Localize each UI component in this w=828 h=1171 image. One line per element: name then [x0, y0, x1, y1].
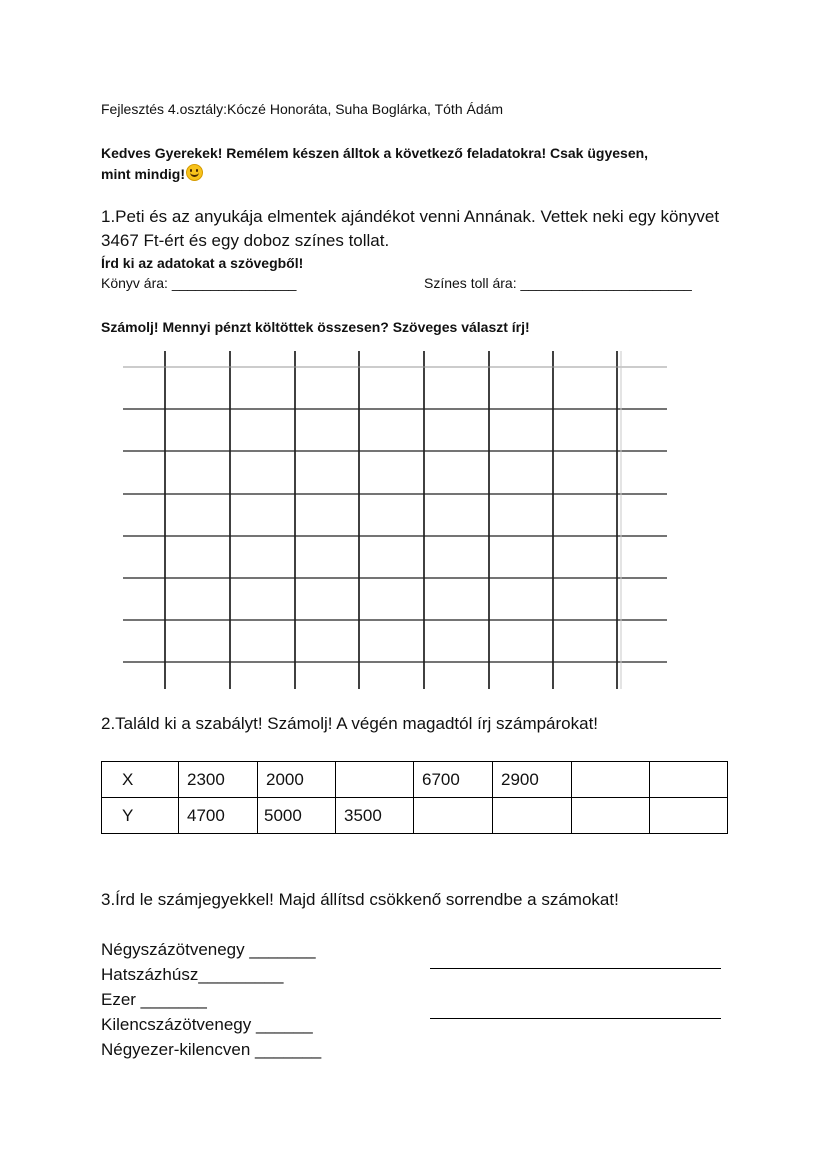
xy-rule-table — [101, 761, 728, 834]
task2-title: 2.Találd ki a szabályt! Számolj! A végén magadtól írj számpárokat! — [101, 714, 599, 733]
number-word-item-5[interactable]: Négyezer-kilencven _______ — [101, 1040, 322, 1059]
ordering-answer-line-2[interactable] — [430, 1018, 721, 1019]
table-cell[interactable]: 2900 — [493, 762, 572, 798]
ordering-answer-line-1[interactable] — [430, 968, 721, 969]
table-cell[interactable]: 6700 — [414, 762, 493, 798]
table-cell[interactable] — [650, 762, 728, 798]
table-cell[interactable] — [493, 798, 572, 834]
number-word-item-1[interactable]: Négyszázötvenegy _______ — [101, 940, 316, 959]
table-cell[interactable]: 4700 — [179, 798, 258, 834]
table-cell: Y — [102, 798, 179, 834]
table-row-y — [102, 798, 728, 834]
table-cell[interactable] — [336, 762, 414, 798]
table-cell[interactable]: 5000 — [258, 798, 336, 834]
worksheet-header: Fejlesztés 4.osztály:Kóczé Honoráta, Suha Boglárka, Tóth Ádám — [101, 101, 504, 117]
table-cell[interactable] — [572, 798, 650, 834]
task1-instruction: Írd ki az adatokat a szövegből! — [101, 255, 304, 271]
table-cell[interactable] — [650, 798, 728, 834]
table-cell[interactable] — [572, 762, 650, 798]
table-row-x — [102, 762, 728, 798]
number-word-item-4[interactable]: Kilencszázötvenegy ______ — [101, 1015, 313, 1034]
intro-line-2-text: mint mindig! — [101, 166, 185, 182]
book-price-field[interactable]: Könyv ára: ________________ — [101, 275, 297, 291]
task1-text-line-2: 3467 Ft-ért és egy doboz színes tollat. — [101, 231, 390, 250]
pen-price-field[interactable]: Színes toll ára: ______________________ — [424, 275, 692, 291]
table-cell: X — [102, 762, 179, 798]
task1-text-line-1: 1.Peti és az anyukája elmentek ajándékot venni Annának. Vettek neki egy könyvet — [101, 207, 720, 226]
task3-title: 3.Írd le számjegyekkel! Majd állítsd csökkenő sorrendbe a számokat! — [101, 890, 619, 909]
table-cell[interactable]: 2300 — [179, 762, 258, 798]
intro-line-1: Kedves Gyerekek! Remélem készen álltok a következő feladatokra! Csak ügyesen, — [101, 145, 649, 161]
number-word-item-3[interactable]: Ezer _______ — [101, 990, 207, 1009]
table-cell[interactable] — [414, 798, 493, 834]
number-word-item-2[interactable]: Hatszázhúsz_________ — [101, 965, 284, 984]
task1-calc-instruction: Számolj! Mennyi pénzt költöttek összesen? Szöveges választ írj! — [101, 319, 530, 335]
table-cell[interactable]: 2000 — [258, 762, 336, 798]
table-cell[interactable]: 3500 — [336, 798, 414, 834]
